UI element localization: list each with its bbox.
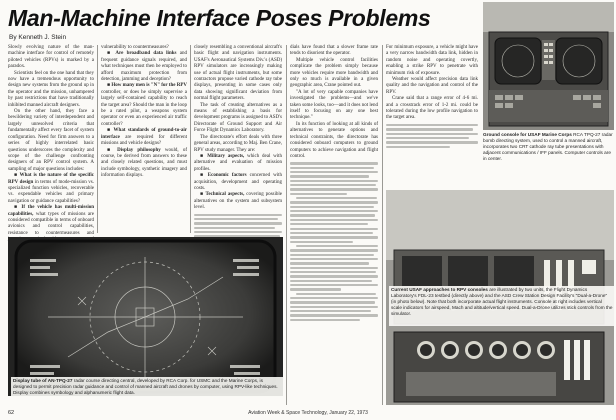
paragraph: For minimum exposure, a vehicle might have a very narrow bandwidth data link, hidden in random noise and operating covertly, enabling a strike RPV to penetrate with minimum risk of exposure. — [386, 45, 478, 76]
tpq27-display-photo — [8, 237, 283, 396]
paragraph: The directorate's effort deals with three general areas, according to Maj. Ben Crane, RPV study manager. They are: — [194, 134, 282, 153]
paragraph: In its function of looking at all kinds of alternatives to generate options and technical constraints, the directorate has considered onboard computers to ground computers to achieve navigation and flight control. — [290, 121, 378, 159]
bullet-lead: Are broadband data links — [115, 51, 177, 57]
caption-body: radar course directing central, developed by RCA Corp. for USMC and the Marine Corps, is designed to permit precision radar guidance and control of manned aircraft and drones by computer, using RPV-like techniques. Display combines symbology and alphanumeric flight data. — [13, 378, 278, 395]
bullet-text: what types of missions are considered compatible in terms of onboard avionics and control capabilities, resistance to countermeasures and — [8, 211, 94, 236]
figure-caption-right-top — [483, 132, 614, 174]
caption-body: are illustrated by two units, the Flight Dynamics Laboratory's FDL-23 testbed (directly above) and the ASD Crew Station Design Facility's "Dual-a-Drone" (in photo below). Note that both incorporate actual flight instruments. Console at right includes vertical scale indicators for airspeed, Mach and altitude/vertical speed. Dual-a-Drone utilizes stick controls from the simulator. — [391, 287, 613, 316]
paragraph: Multiple vehicle control facilities complicate the problem simply because more vehicles require more bandwidth and only so much is available in a given geographic area, Crane pointed out. — [290, 57, 378, 89]
article-column-5 — [386, 45, 478, 185]
caption-title: Ground console for USAF Marine Corps — [483, 132, 572, 137]
ground-console-image — [483, 2, 614, 130]
article-headline: Man-Machine Interface Poses Problems — [8, 5, 431, 31]
column-rule — [382, 45, 383, 405]
bullet-text: would, of course, be derived from answers to these and closely related questions, and must include symbology, synthetic imagery and information displays. — [101, 147, 187, 179]
bullet-item: ■ Technical aspects, covering possible alternatives on the system and subsystem level. — [194, 192, 282, 211]
paragraph: Slowly evolving nature of the man-machine interface for control of remotely piloted vehicles (RPVs) is marked by a paradox. — [8, 45, 94, 70]
bullet-item: ■ Display philosophy would, of course, be derived from answers to these and closely related questions, and must include symbology, synthetic imagery and information displays. — [101, 147, 187, 179]
publication-footer: Aviation Week & Space Technology, January 22, 1973 — [248, 410, 368, 416]
paragraph: dials have found that a slower frame rate tends to disorient the operator. — [290, 45, 378, 57]
column-rule — [286, 45, 287, 405]
figure-caption-left — [11, 377, 283, 397]
bullet-item: ■ What is the nature of the specific RPV design in terms of mode-mission vs. specialized function vehicles, recoverable vs. expendable vehicles and primary navigation or guidance capabilities? — [8, 173, 94, 204]
illegible-body-text — [290, 162, 378, 321]
bullet-lead: Economic factors — [207, 173, 247, 179]
paragraph: Scientists feel on the one hand that they now have a tremendous opportunity to design new systems from the ground up in the operator and the mission, unhampered by past restrictions that have traditionally inhibited manned aircraft designers. — [8, 70, 94, 108]
bullet-lead: What is the nature of the specific RPV design — [8, 173, 94, 185]
paragraph: "A lot of very capable companies have investigated the problems—and we've taken some looks, too—and it does not lend itself to focusing on any one best technique." — [290, 89, 378, 121]
bullet-item: ■ Military aspects, which deal with alternative and evaluation of mission profiles. — [194, 153, 282, 172]
bullet-lead: Display philosophy — [117, 147, 161, 153]
display-tube-image — [8, 237, 283, 396]
bullet-text: controller, or does he simply supervise a largely self-contained capability to reach the target area? Should the man in the loop be a rated pilot, a weapons system operator or even an experienced air traffic controller? — [101, 89, 187, 127]
page-number: 62 — [8, 410, 15, 416]
rpv-consoles-photo — [386, 190, 614, 405]
bullet-text: concerned with acquisition, development and operating costs. — [194, 173, 283, 191]
column-rule — [97, 45, 98, 233]
paragraph: Crane said that a range error of 4-6 mi. and a crosstrack error of 1-2 mi. could be tolerated during the low profile navigation to the target area. — [386, 96, 478, 121]
bullet-item: ■ Economic factors concerned with acquisition, development and operating costs. — [194, 173, 283, 191]
article-column-1 — [8, 45, 94, 236]
paragraph: On the other hand, they face a bewildering variety of interdependent and largely unresolved criteria that fundamentally affect every facet of system configuration. Need for firm answers to a series of highly interrelated basic questions underscores the complexity and scope of the challenge confronting designers of an RPV control system. A sampling of major questions includes: — [8, 109, 94, 172]
figure-caption-right-bottom — [389, 286, 615, 326]
bullet-lead: Technical aspects, — [205, 192, 245, 198]
bullet-item: ■ Are broadband data links and frequent guidance signals required, and what techniques must then be employed to afford maximum protection from detection, jamming and deception? — [101, 51, 187, 83]
bullet-item: ■ What standards of ground-to-air interface are required for different missions and vehicle designs? — [101, 128, 187, 147]
ground-console-photo — [483, 2, 614, 130]
bullet-text: covering possible alternatives on the system and subsystem level. — [194, 192, 282, 211]
article-column-4 — [290, 45, 378, 405]
paragraph: vulnerability to countermeasures? — [101, 45, 169, 50]
bullet-lead: How many men is "N" for the RPV — [111, 83, 188, 89]
paragraph: The task of creating alternatives as a means of establishing a basis for development programs is assigned to ASD's Directorate of Ground Support and Air Force Flight Dynamics Laboratory. — [194, 102, 282, 134]
bullet-lead: What standards of ground-to-air interface — [101, 128, 187, 140]
caption-body: RCA TPQ-27 radar bomb directing system, used to control a manned aircraft, incorporates two CRT cathode ray tube presentations with adjacent communications / IFF panels. Computer controls are in center. — [483, 132, 613, 161]
paragraph: closely resembling a conventional aircraft's basic flight and navigation instruments. USAF's Aeronautical Systems Div.'s (ASD) RPV simulators are increasingly making use of actual flight instruments, but some contractors propose varied cathode ray tube displays, presenting in some cases only data showing significant deviation from normal flight parameters. — [194, 45, 282, 102]
bullet-text: which deal with alternative and evaluation of mission profiles. — [194, 153, 282, 172]
column-rule — [190, 45, 191, 233]
bullet-item: ■ If the vehicle has multi-mission capabilities, what types of missions are considered compatible in terms of onboard avionics and control capabilities, resistance to countermeasures and — [8, 205, 94, 250]
bullet-text: are required for different missions and vehicle designs? — [101, 134, 187, 147]
bullet-lead: If the vehicle has multi-mission capabilities, — [8, 205, 94, 217]
bullet-text: and frequent guidance signals required, and what techniques must then be employed to afford maximum protection from detection, jamming and deception? — [101, 51, 187, 83]
bullet-text: in terms of mode-mission vs. specialized function vehicles, recoverable vs. expendable vehicles and primary navigation or guidance capabilities? — [8, 179, 94, 204]
illegible-body-text — [386, 124, 478, 148]
caption-title: Display tube of AN-TPQ-27 — [13, 378, 73, 383]
paragraph: Weather would affect precision data link quality and the navigation and control of the RPV. — [386, 77, 478, 95]
bullet-lead: Military aspects, — [207, 153, 245, 159]
bullet-item: ■ How many men is "N" for the RPV controller, or does he simply supervise a largely self-contained capability to reach the target area? Should the man in the loop be a rated pilot, a weapons system operator or even an experienced air traffic controller? — [101, 83, 188, 127]
article-byline: By Kenneth J. Stein — [9, 34, 67, 41]
article-column-2 — [101, 45, 187, 233]
caption-title: Current USAF approaches to RPV consoles — [391, 287, 488, 292]
